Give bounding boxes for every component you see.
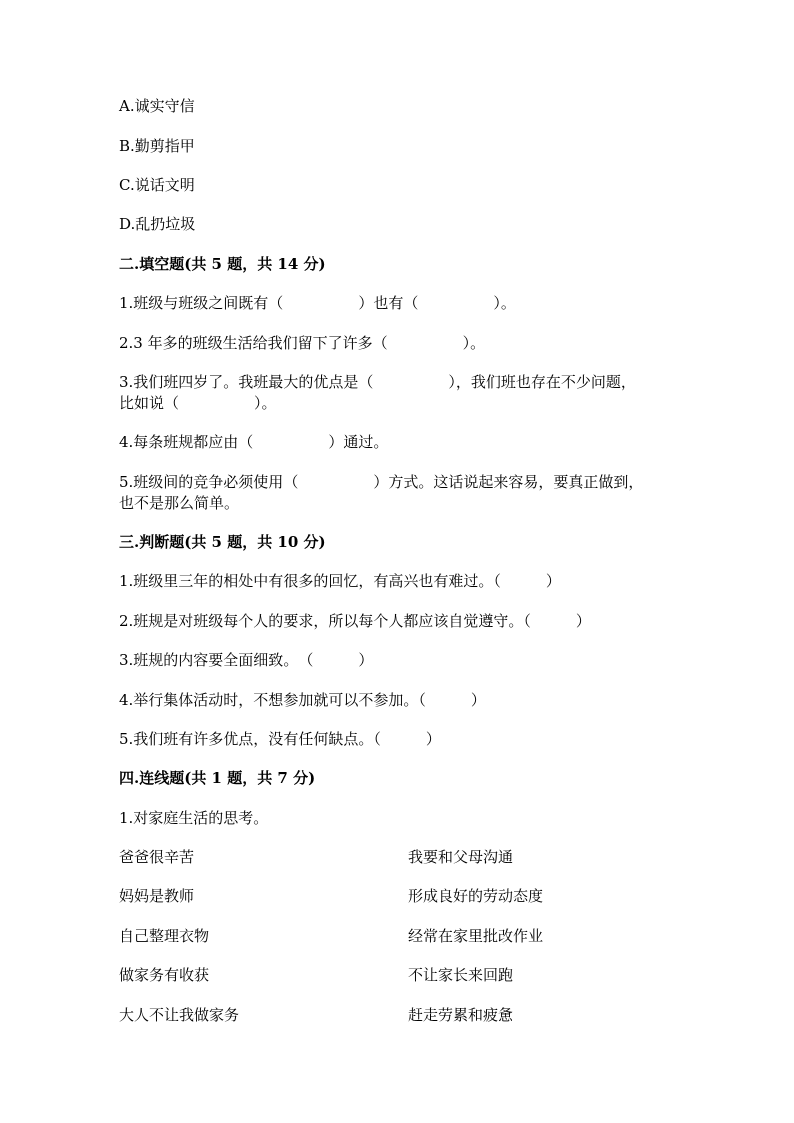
option-d: D.乱扔垃圾 [119,215,196,233]
fill-question-2: 2.3 年多的班级生活给我们留下了许多（ ）。 [119,334,486,352]
judge-question-3: 3.班规的内容要全面细致。 （ ） [119,651,374,669]
judge-question-4: 4.举行集体活动时，不想参加就可以不参加。（ ） [119,691,486,709]
fill-question-3-line-2: 比如说（ ）。 [119,394,277,412]
match-question-1: 1.对家庭生活的思考。 [119,809,269,827]
match-right-item: 我要和父母沟通 [408,848,514,866]
fill-question-4: 4.每条班规都应由（ ）通过。 [119,433,389,451]
match-left-item: 大人不让我做家务 [119,1006,240,1024]
fill-question-1: 1.班级与班级之间既有（ ）也有（ ）。 [119,294,516,312]
option-a: A.诚实守信 [119,97,195,115]
match-right-item: 不让家长来回跑 [408,966,514,984]
judge-question-1: 1.班级里三年的相处中有很多的回忆，有高兴也有难过。（ ） [119,572,561,590]
match-left-item: 爸爸很辛苦 [119,848,195,866]
match-right-item: 赶走劳累和疲惫 [408,1006,514,1024]
fill-question-5-line-2: 也不是那么简单。 [119,494,240,512]
option-b: B.勤剪指甲 [119,137,195,155]
section-4-heading: 四.连线题(共 1 题，共 7 分) [119,769,316,787]
section-2-heading: 二.填空题(共 5 题，共 14 分) [119,255,326,273]
judge-question-2: 2.班规是对班级每个人的要求，所以每个人都应该自觉遵守。（ ） [119,612,591,630]
match-right-item: 经常在家里批改作业 [408,927,544,945]
fill-question-5-line-1: 5.班级间的竞争必须使用（ ）方式。这话说起来容易，要真正做到， [119,473,644,491]
fill-question-3-line-1: 3.我们班四岁了。我班最大的优点是（ ），我们班也存在不少问题， [119,373,636,391]
match-left-item: 做家务有收获 [119,966,210,984]
judge-question-5: 5.我们班有许多优点，没有任何缺点。（ ） [119,730,441,748]
match-left-item: 自己整理衣物 [119,927,210,945]
section-3-heading: 三.判断题(共 5 题，共 10 分) [119,533,326,551]
match-right-item: 形成良好的劳动态度 [408,887,544,905]
option-c: C.说话文明 [119,176,195,194]
match-left-item: 妈妈是教师 [119,887,195,905]
